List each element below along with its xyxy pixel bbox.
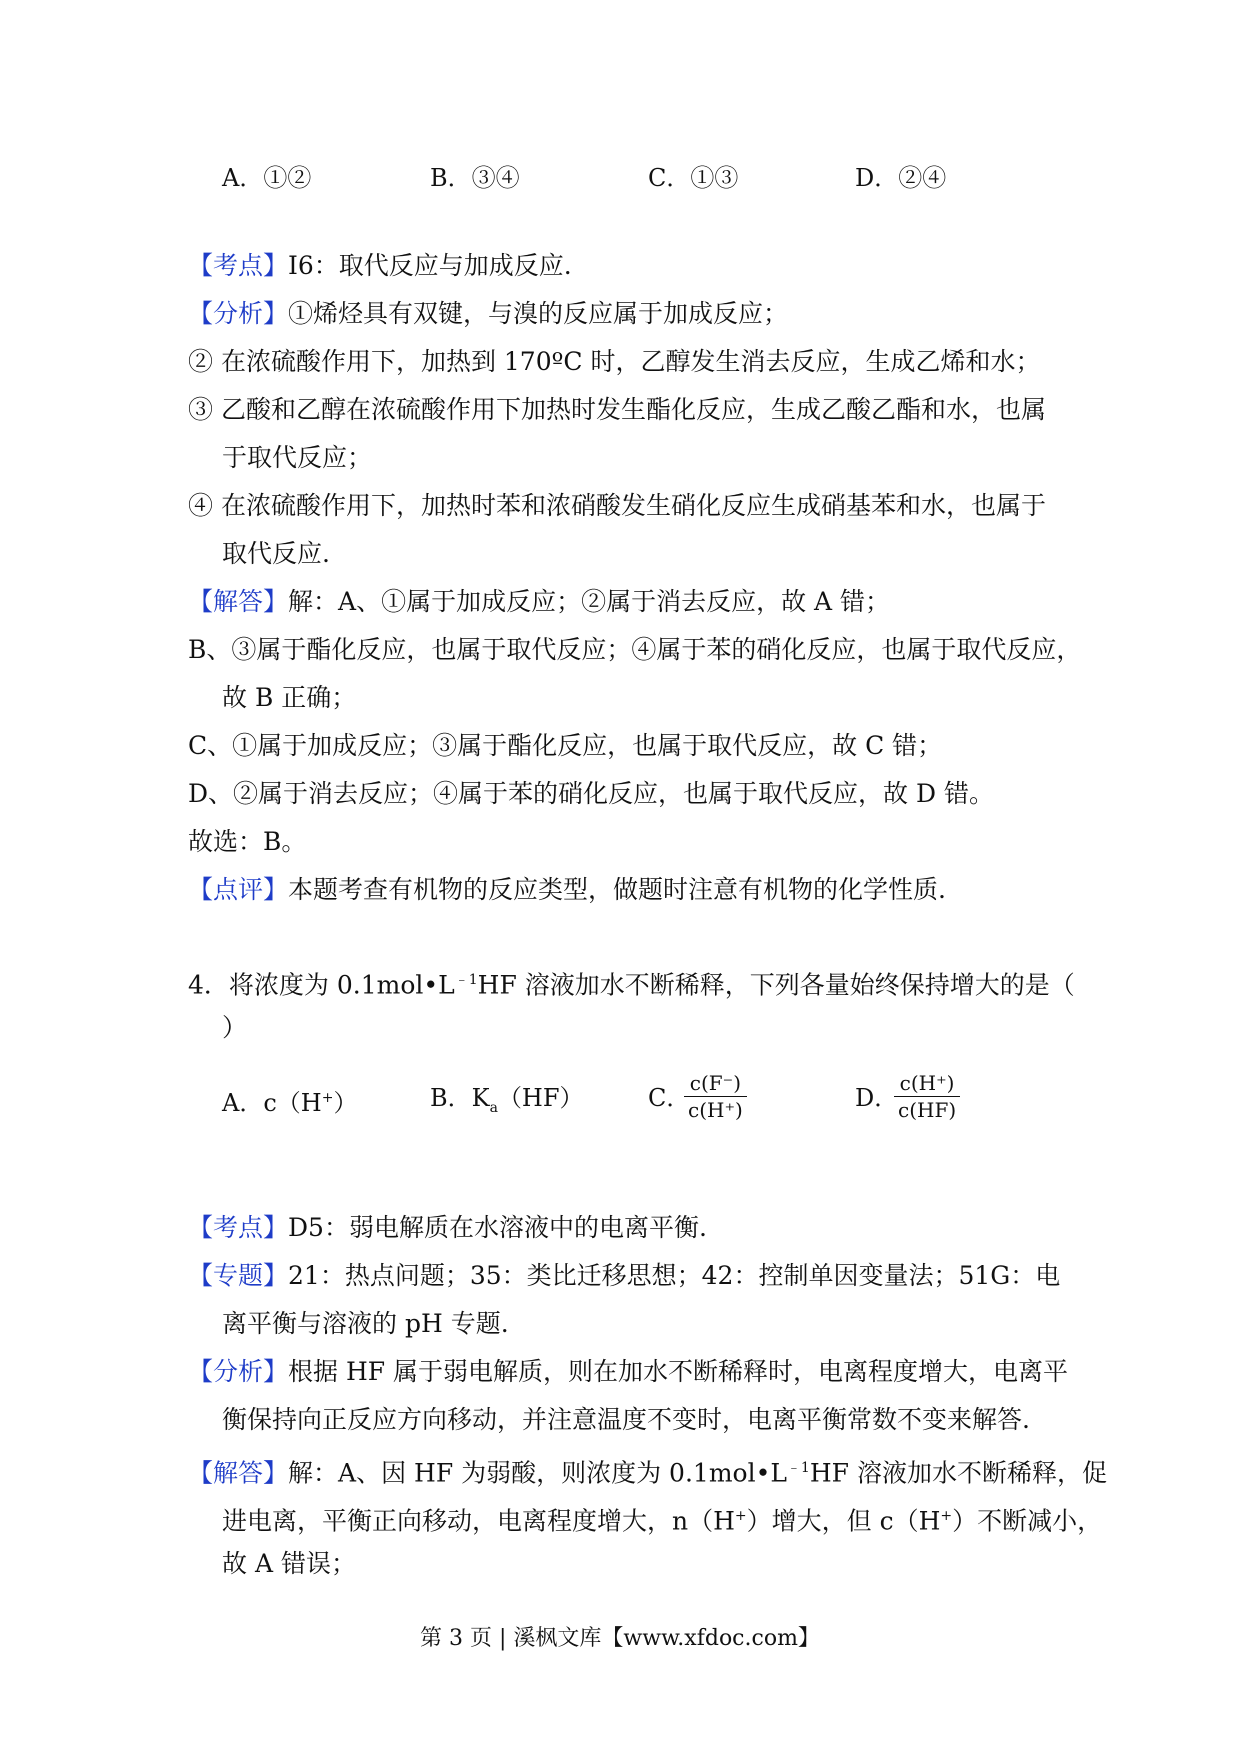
- fenxi-2-line: [188, 1354, 1068, 1390]
- q4-stem: [188, 962, 1075, 1003]
- jieda-line: [188, 584, 890, 620]
- q4-option-c-fraction: [684, 1070, 747, 1123]
- q4-option-c-denominator: c(H⁺): [688, 1098, 743, 1122]
- q3-option-b: B．③④: [430, 164, 520, 192]
- jieda-line-2: B、③属于酯化反应，也属于取代反应；④属于苯的硝化反应，也属于取代反应，: [188, 635, 1082, 664]
- q3-option-a: A．①②: [222, 164, 312, 192]
- q4-stem-line-2: ）: [222, 1013, 248, 1042]
- q4-option-a: [222, 1080, 357, 1121]
- q4-stem-a: 4．将浓度为 0.1mol•L: [188, 970, 455, 1000]
- q4-option-d-fraction: [894, 1070, 960, 1123]
- jieda-2-line-2-b: ）增大，但 c（H: [746, 1506, 941, 1536]
- jieda-text: 解：A、①属于加成反应；②属于消去反应，故 A 错；: [288, 587, 891, 616]
- q4-option-a-post: ）: [333, 1089, 358, 1117]
- q4-stem-b: HF 溶液加水不断稀释，下列各量始终保持增大的是（: [477, 970, 1075, 1000]
- fenxi-line: [188, 296, 788, 332]
- jieda-line-5: D、②属于消去反应；④属于苯的硝化反应，也属于取代反应，故 D 错。: [188, 779, 994, 808]
- fenxi-line-2: ② 在浓硫酸作用下，加热到 170ºC 时，乙醇发生消去反应，生成乙烯和水；: [188, 347, 1041, 376]
- q4-option-d-numerator: c(H⁺): [894, 1070, 960, 1097]
- q4-option-d-label: D．: [855, 1084, 899, 1112]
- jieda-tag: 【解答】: [188, 587, 289, 616]
- fenxi-tag: 【分析】: [188, 299, 289, 328]
- q4-option-b: [430, 1080, 584, 1126]
- kaodian-line: [188, 248, 572, 284]
- jieda-2-line-3: 故 A 错误；: [222, 1549, 356, 1578]
- dianping-tag: 【点评】: [188, 875, 289, 904]
- fenxi-2-text: 根据 HF 属于弱电解质，则在加水不断稀释时，电离程度增大，电离平: [288, 1357, 1069, 1386]
- jieda-2-line-2: [222, 1498, 1102, 1539]
- page-footer: 第 3 页 | 溪枫文库【www.xfdoc.com】: [420, 1626, 820, 1651]
- fenxi-text: ①烯烃具有双键，与溴的反应属于加成反应；: [288, 299, 789, 328]
- q4-option-c-label: C．: [648, 1084, 691, 1112]
- q4-option-b-sub: a: [489, 1099, 498, 1116]
- jieda-2-sup: ﹣1: [786, 1460, 810, 1476]
- q4-option-c-numerator: c(F⁻): [684, 1070, 747, 1097]
- q4-option-d-denominator: c(HF): [898, 1098, 957, 1122]
- zhuanti-tag: 【专题】: [188, 1261, 289, 1290]
- fenxi-line-4: 于取代反应；: [222, 443, 373, 472]
- fenxi-line-5: ④ 在浓硫酸作用下，加热时苯和浓硝酸发生硝化反应生成硝基苯和水，也属于: [188, 491, 1046, 520]
- q4-option-a-pre: A．c（H: [222, 1089, 322, 1117]
- jieda-2-line: [188, 1450, 1107, 1491]
- jieda-2-text-a: 解：A、因 HF 为弱酸，则浓度为 0.1mol•L: [288, 1458, 787, 1488]
- zhuanti-line-2: 离平衡与溶液的 pH 专题.: [222, 1309, 509, 1338]
- kaodian-2-line: [188, 1210, 707, 1246]
- dianping-text: 本题考查有机物的反应类型，做题时注意有机物的化学性质.: [288, 875, 946, 904]
- dianping-line: [188, 872, 946, 908]
- jieda-2-line-2-sup1: +: [734, 1508, 747, 1524]
- jieda-line-3: 故 B 正确；: [222, 683, 357, 712]
- fenxi-2-line-2: 衡保持向正反应方向移动，并注意温度不变时，电离平衡常数不变来解答.: [222, 1405, 1030, 1434]
- kaodian-tag: 【考点】: [188, 251, 289, 280]
- q3-option-d: D．②④: [855, 164, 947, 192]
- jieda-2-line-2-sup2: +: [940, 1508, 953, 1524]
- q4-option-b-pre: B．K: [430, 1084, 490, 1112]
- jieda-line-6: 故选：B。: [188, 827, 307, 856]
- zhuanti-line: [188, 1258, 1060, 1294]
- fenxi-line-6: 取代反应.: [222, 539, 330, 568]
- jieda-2-text-b: HF 溶液加水不断稀释，促: [809, 1458, 1107, 1488]
- q4-option-b-post: （HF）: [497, 1084, 584, 1112]
- fenxi-line-3: ③ 乙酸和乙醇在浓硫酸作用下加热时发生酯化反应，生成乙酸乙酯和水，也属: [188, 395, 1046, 424]
- fenxi-2-tag: 【分析】: [188, 1357, 289, 1386]
- jieda-line-4: C、①属于加成反应；③属于酯化反应，也属于取代反应，故 C 错；: [188, 731, 943, 760]
- kaodian-2-tag: 【考点】: [188, 1213, 289, 1242]
- kaodian-text: I6：取代反应与加成反应.: [288, 251, 572, 280]
- kaodian-2-text: D5：弱电解质在水溶液中的电离平衡.: [288, 1213, 707, 1242]
- zhuanti-text: 21：热点问题；35：类比迁移思想；42：控制单因变量法；51G：电: [288, 1261, 1061, 1290]
- q3-option-c: C．①③: [648, 164, 739, 192]
- jieda-2-line-2-a: 进电离，平衡正向移动，电离程度增大，n（H: [222, 1506, 735, 1536]
- jieda-2-line-2-c: ）不断减小，: [952, 1506, 1103, 1536]
- jieda-2-tag: 【解答】: [188, 1458, 289, 1488]
- q4-option-a-sup: +: [321, 1090, 334, 1106]
- q4-stem-sup: ﹣1: [454, 972, 478, 988]
